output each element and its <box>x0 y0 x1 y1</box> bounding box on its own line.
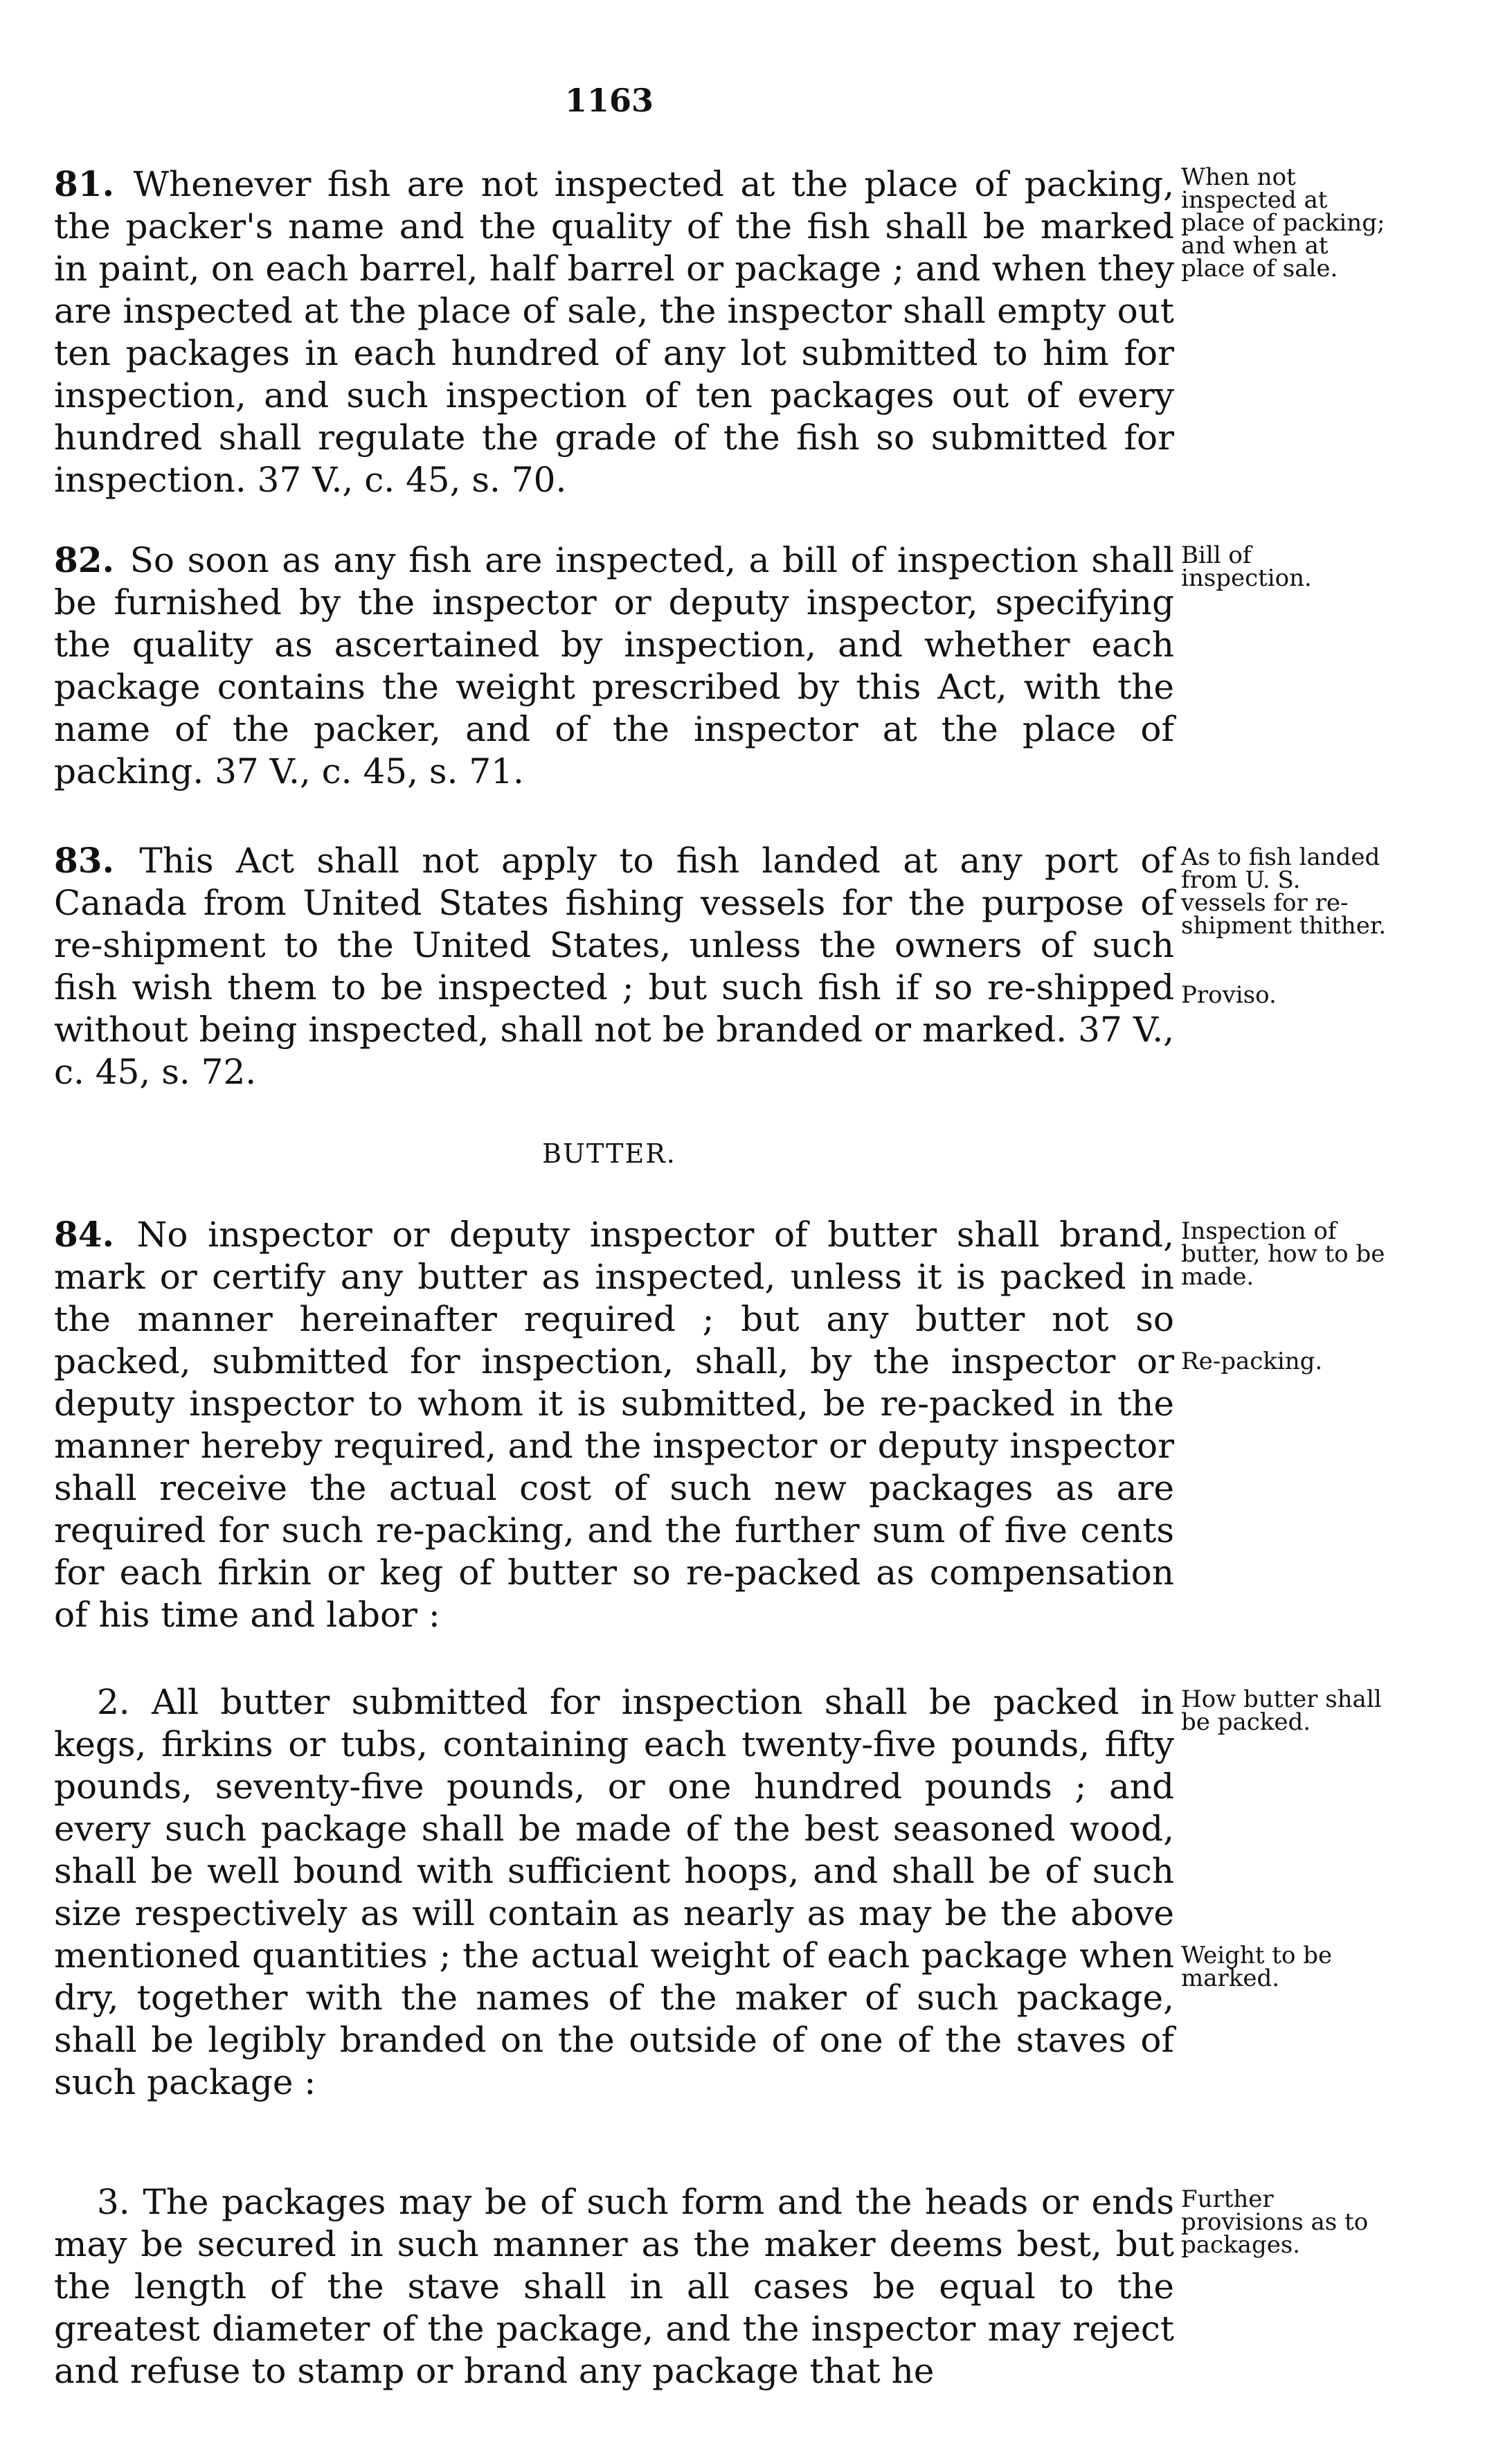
subsection-84-2 <box>54 1681 1174 2104</box>
section-number: 84. <box>54 1214 114 1255</box>
margin-note-bill-of-inspection: Bill of inspection. <box>1181 542 1312 592</box>
subsection-number: 3. <box>97 2182 130 2222</box>
margin-note-proviso: Proviso. <box>1181 981 1277 1009</box>
margin-note-how-butter-packed: How butter shall be packed. <box>1181 1685 1382 1736</box>
page-number: 1163 <box>564 82 654 119</box>
margin-note-us-vessels: As to fish landed from U. S. vessels for re-shipment thither. <box>1181 843 1387 940</box>
section-81 <box>54 163 1174 501</box>
margin-note-inspection-place: When not inspected at place of packing; and when at place of sale. <box>1181 163 1385 283</box>
margin-note-inspection-of-butter: Inspection of butter, how to be made. <box>1181 1217 1385 1291</box>
section-83 <box>54 839 1174 1093</box>
section-text: Whenever fish are not inspected at the place of packing, the packer's name and the quality of the fish shall be marked in paint, on each barrel, half barrel or package ; and when they are inspected at the place of sale, the inspector shall empty out ten packages in each hundred of any lot submitted to him for inspection, and such inspection of ten packages out of every hundred shall regulate the grade of the fish so submitted for inspection. 37 V., c. 45, s. 70. <box>54 164 1174 500</box>
section-82 <box>54 539 1174 793</box>
margin-note-re-packing: Re-packing. <box>1181 1348 1323 1375</box>
margin-note-weight-to-be-marked: Weight to be marked. <box>1181 1942 1333 1992</box>
section-number: 82. <box>54 539 114 580</box>
margin-note-further-provisions: Further provisions as to packages. <box>1181 2185 1369 2259</box>
section-text: No inspector or deputy inspector of butter shall brand, mark or certify any butter as inspected, unless it is packed in the manner hereinafter required ; but any butter not so packed, submitted for inspection, shall, by the inspector or deputy inspector to whom it is submitted, be re-packed in the manner hereby required, and the inspector or deputy inspector shall receive the actual cost of such new packages as are required for such re-packing, and the further sum of five cents for each firkin or keg of butter so re-packed as compensation of his time and labor : <box>54 1215 1174 1635</box>
section-text: So soon as any fish are inspected, a bill of inspection shall be furnished by the inspector or deputy inspector, specifying the quality as ascertained by inspection, and whether each package contains the weight prescribed by this Act, with the name of the packer, and of the inspector at the place of packing. 37 V., c. 45, s. 71. <box>54 540 1174 791</box>
section-number: 83. <box>54 840 114 881</box>
section-number: 81. <box>54 163 114 204</box>
subsection-number: 2. <box>97 1682 130 1722</box>
subsection-84-3 <box>54 2181 1174 2392</box>
subsection-text: All butter submitted for inspection shall be packed in kegs, firkins or tubs, containing each twenty-five pounds, fifty pounds, seventy-five pounds, or one hundred pounds ; and every such package shall be made of the best seasoned wood, shall be well bound with sufficient hoops, and shall be of such size respectively as will contain as nearly as may be the above mentioned quantities ; the actual weight of each package when dry, together with the names of the maker of such package, shall be legibly branded on the outside of one of the staves of such package : <box>54 1682 1174 2102</box>
section-84 <box>54 1213 1174 1636</box>
section-heading-butter: BUTTER. <box>542 1138 676 1169</box>
section-text: This Act shall not apply to fish landed at any port of Canada from United States fishing vessels for the purpose of re-shipment to the United States, unless the owners of such fish wish them to be inspected ; but such fish if so re-shipped without being inspected, shall not be branded or marked. 37 V., c. 45, s. 72. <box>54 841 1175 1092</box>
subsection-text: The packages may be of such form and the heads or ends may be secured in such manner as the maker deems best, but the length of the stave shall in all cases be equal to the greatest diameter of the package, and the inspector may reject and refuse to stamp or brand any package that he <box>54 2182 1174 2391</box>
